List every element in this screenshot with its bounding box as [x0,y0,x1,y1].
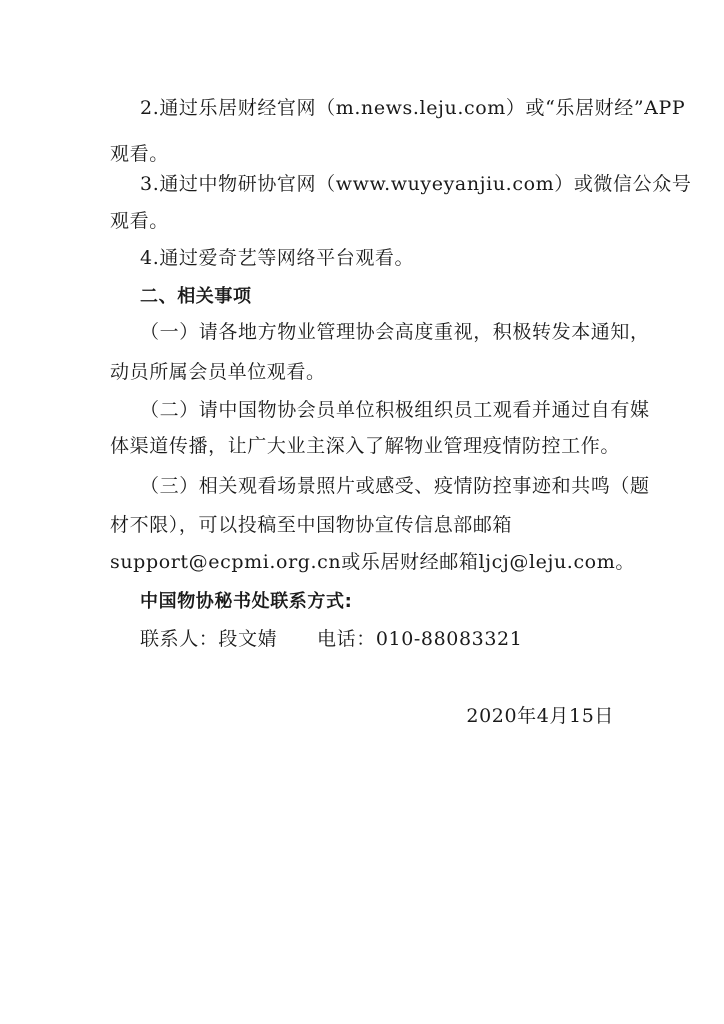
item-2-website-line-1: 2.通过乐居财经官网（m.news.leju.com）或“乐居财经”APP [140,97,686,119]
item-3-website-line-2: 观看。 [110,210,169,232]
item-2-website-line-2: 观看。 [110,143,169,165]
matter-3-line-1: （三）相关观看场景照片或感受、疫情防控事迹和共鸣（题 [140,475,650,497]
contact-person-phone: 联系人：段文婧 电话：010-88083321 [140,628,523,650]
matter-1-line-2: 动员所属会员单位观看。 [110,361,326,383]
matter-1-line-1: （一）请各地方物业管理协会高度重视，积极转发本通知， [140,321,650,343]
matter-3-line-2: 材不限），可以投稿至中国物协宣传信息部邮箱 [110,514,513,536]
matter-2-line-2: 体渠道传播，让广大业主深入了解物业管理疫情防控工作。 [110,435,620,457]
item-4-platform-line: 4.通过爱奇艺等网络平台观看。 [140,247,415,269]
section-heading-related-matters: 二、相关事项 [140,286,252,307]
contact-heading: 中国物协秘书处联系方式: [140,591,353,612]
document-date: 2020年4月15日 [466,705,614,727]
matter-2-line-1: （二）请中国物协会员单位积极组织员工观看并通过自有媒 [140,399,650,421]
matter-3-email-line: support@ecpmi.org.cn或乐居财经邮箱ljcj@leju.com。 [110,551,635,573]
item-3-website-line-1: 3.通过中物研协官网（www.wuyeyanjiu.com）或微信公众号 [140,173,692,195]
